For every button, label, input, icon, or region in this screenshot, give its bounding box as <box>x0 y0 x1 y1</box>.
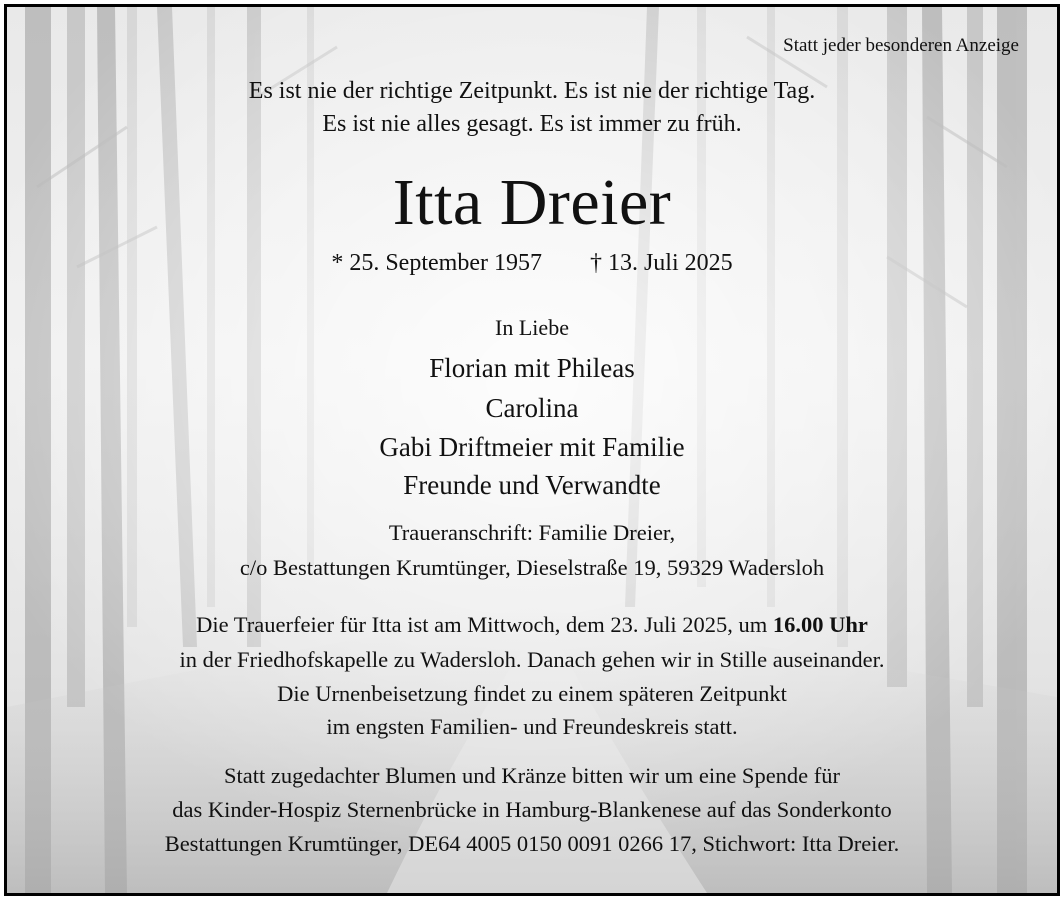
in-love-label: In Liebe <box>495 315 569 340</box>
ceremony-line-3: Die Urnenbeisetzung findet zu einem späteren Zeitpunkt <box>277 681 787 706</box>
header-note: Statt jeder besonderen Anzeige <box>783 35 1019 56</box>
obituary-content <box>7 7 1057 893</box>
mourner-4: Freunde und Verwandte <box>403 470 661 500</box>
obituary-frame <box>4 4 1060 896</box>
mourner-2: Carolina <box>485 393 579 423</box>
quote-line-2: Es ist nie alles gesagt. Es ist immer zu früh. <box>322 111 742 137</box>
life-dates <box>7 250 1057 277</box>
address-line-1: Traueranschrift: Familie Dreier, <box>388 520 676 545</box>
ceremony-line-4: im engsten Familien- und Freundeskreis statt. <box>326 714 738 739</box>
mourner-3: Gabi Driftmeier mit Familie <box>379 432 685 462</box>
ceremony-line-2: in der Friedhofskapelle zu Wadersloh. Danach gehen wir in Stille auseinander. <box>179 647 885 672</box>
address-line-2: c/o Bestattungen Krumtünger, Dieselstraße 19, 59329 Wadersloh <box>239 555 825 580</box>
donation-line-1: Statt zugedachter Blumen und Kränze bitten wir um eine Spende für <box>223 763 841 788</box>
quote-line-1: Es ist nie der richtige Zeitpunkt. Es ist nie der richtige Tag. <box>248 78 816 104</box>
ceremony-line-1 <box>7 612 1057 638</box>
birth-date: * 25. September 1957 <box>331 250 542 276</box>
mourner-1: Florian mit Phileas <box>429 353 635 383</box>
ceremony-text: Die Trauerfeier für Itta ist am Mittwoch, dem 23. Juli 2025, um <box>196 612 773 637</box>
donation-line-2: das Kinder-Hospiz Sternenbrücke in Hamburg-Blankenese auf das Sonderkonto <box>172 797 892 822</box>
deceased-name: Itta Dreier <box>392 166 672 239</box>
donation-line-3: Bestattungen Krumtünger, DE64 4005 0150 0091 0266 17, Stichwort: Itta Dreier. <box>164 831 900 856</box>
death-date: † 13. Juli 2025 <box>589 250 733 276</box>
ceremony-time: 16.00 Uhr <box>772 612 868 637</box>
